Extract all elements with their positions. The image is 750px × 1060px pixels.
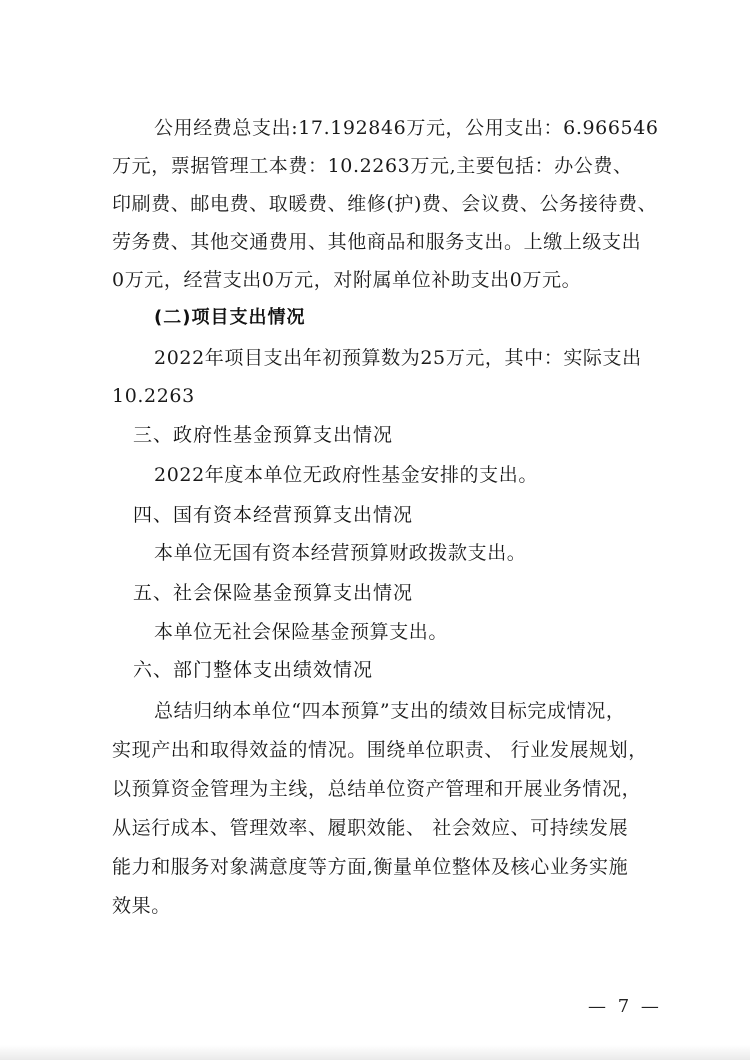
body-text-line: 本单位无国有资本经营预算财政拨款支出。 (154, 542, 527, 564)
scan-edge-shadow (0, 1045, 750, 1060)
page-number: — 7 — (588, 996, 662, 1017)
body-text-line: 0万元，经营支出0万元，对附属单位补助支出0万元。 (112, 269, 582, 291)
body-text-line: 能力和服务对象满意度等方面,衡量单位整体及核心业务实施 (112, 856, 629, 878)
body-text-line: 总结归纳本单位“四本预算”支出的绩效目标完成情况， (154, 700, 626, 722)
body-text-line: 公用经费总支出:17.192846万元，公用支出：6.966546 (154, 117, 659, 139)
body-text-line: 实现产出和取得效益的情况。围绕单位职责、 行业发展规划， (112, 739, 648, 761)
body-text-line: 印刷费、邮电费、取暖费、维修(护)费、会议费、公务接待费、 (112, 193, 658, 215)
body-text-line: 2022年度本单位无政府性基金安排的支出。 (154, 464, 538, 486)
body-text-line: 万元，票据管理工本费：10.2263万元,主要包括：办公费、 (112, 155, 633, 177)
section-heading: 六、部门整体支出绩效情况 (133, 659, 374, 681)
body-text-line: 以预算资金管理为主线，总结单位资产管理和开展业务情况， (112, 778, 642, 800)
body-text-line: 效果。 (112, 895, 171, 917)
section-subheading: (二)项目支出情况 (154, 307, 306, 328)
section-heading: 四、国有资本经营预算支出情况 (133, 504, 414, 526)
body-text-line: 劳务费、其他交通费用、其他商品和服务支出。上缴上级支出 (112, 231, 642, 253)
section-heading: 五、社会保险基金预算支出情况 (133, 582, 414, 604)
body-text-line: 10.2263 (112, 385, 195, 407)
body-text-line: 2022年项目支出年初预算数为25万元，其中：实际支出 (154, 347, 642, 369)
body-text-line: 本单位无社会保险基金预算支出。 (154, 621, 449, 643)
section-heading: 三、政府性基金预算支出情况 (133, 424, 394, 446)
body-text-line: 从运行成本、管理效率、履职效能、 社会效应、可持续发展 (112, 817, 629, 839)
